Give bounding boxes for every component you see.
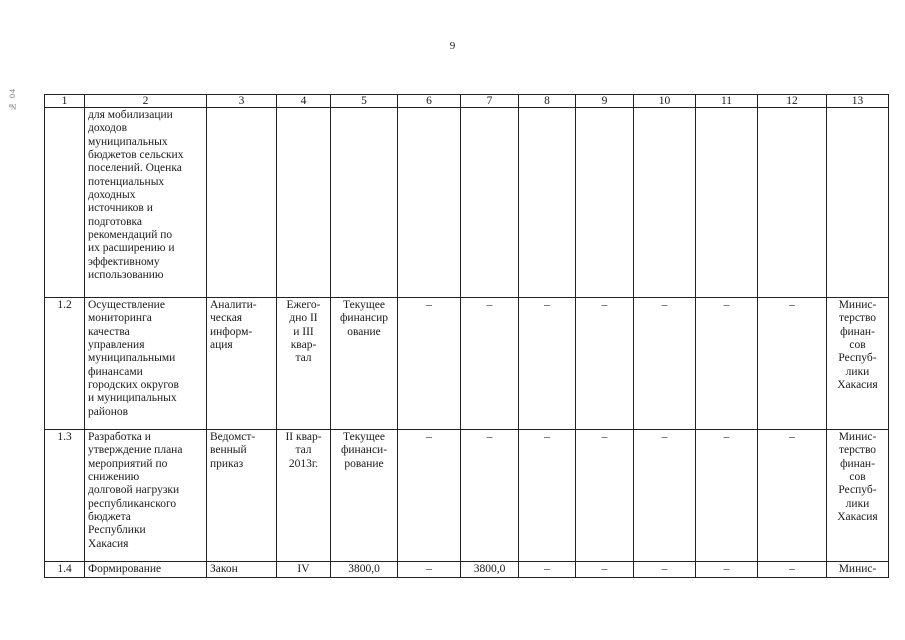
value-cell-8: –	[519, 298, 576, 430]
source-cell: Текущее финансир ование	[331, 298, 398, 430]
term-cell	[277, 108, 331, 298]
value-cell-8: –	[519, 562, 576, 578]
col-header-7: 7	[461, 95, 519, 108]
col-header-1: 1	[45, 95, 85, 108]
table-row	[45, 562, 889, 578]
value-cell-10: –	[634, 298, 696, 430]
measure-cell: Формирование	[85, 562, 207, 578]
col-header-9: 9	[576, 95, 634, 108]
executor-cell: Минис- терство финан- сов Респуб- лики Хакасия	[827, 298, 889, 430]
col-header-11: 11	[696, 95, 758, 108]
col-header-13: 13	[827, 95, 889, 108]
col-header-3: 3	[207, 95, 277, 108]
col-header-12: 12	[758, 95, 827, 108]
value-cell-10: –	[634, 562, 696, 578]
page-number: 9	[449, 40, 456, 52]
value-cell-6: –	[398, 298, 461, 430]
col-header-10: 10	[634, 95, 696, 108]
table-row	[45, 298, 889, 430]
value-cell-6: –	[398, 562, 461, 578]
value-cell-11: –	[696, 298, 758, 430]
measure-cell: для мобилизации доходов муниципальных бюджетов сельских поселений. Оценка потенциальных доходных источников и подготовка рекомендаций по их расширению и эффективному использованию	[85, 108, 207, 298]
col-header-2: 2	[85, 95, 207, 108]
row-number	[45, 108, 85, 298]
col-header-5: 5	[331, 95, 398, 108]
value-cell-7: 3800,0	[461, 562, 519, 578]
value-cell-11: –	[696, 562, 758, 578]
value-cell-9: –	[576, 562, 634, 578]
table-row	[45, 430, 889, 562]
value-cell-7: –	[461, 298, 519, 430]
source-cell: Текущее финанси- рование	[331, 430, 398, 562]
margin-stamp: № 04	[8, 88, 17, 111]
term-cell: Ежего- дно II и III квар- тал	[277, 298, 331, 430]
value-cell-12: –	[758, 430, 827, 562]
col-header-4: 4	[277, 95, 331, 108]
value-cell-11	[696, 108, 758, 298]
col-header-6: 6	[398, 95, 461, 108]
source-cell	[331, 108, 398, 298]
value-cell-12: –	[758, 562, 827, 578]
executor-cell: Минис- терство финан- сов Респуб- лики Хакасия	[827, 430, 889, 562]
term-cell: IV	[277, 562, 331, 578]
value-cell-6	[398, 108, 461, 298]
result-cell: Ведомст- венный приказ	[207, 430, 277, 562]
value-cell-10: –	[634, 430, 696, 562]
value-cell-7	[461, 108, 519, 298]
result-cell: Аналити- ческая информ- ация	[207, 298, 277, 430]
value-cell-10	[634, 108, 696, 298]
value-cell-12	[758, 108, 827, 298]
row-number: 1.2	[45, 298, 85, 430]
row-number: 1.3	[45, 430, 85, 562]
executor-cell	[827, 108, 889, 298]
program-table	[44, 94, 889, 578]
value-cell-12: –	[758, 298, 827, 430]
executor-cell: Минис-	[827, 562, 889, 578]
column-number-row	[45, 95, 889, 108]
measure-cell: Разработка и утверждение плана мероприятий по снижению долговой нагрузки республиканского бюджета Республики Хакасия	[85, 430, 207, 562]
source-cell: 3800,0	[331, 562, 398, 578]
value-cell-9	[576, 108, 634, 298]
term-cell: II квар- тал 2013г.	[277, 430, 331, 562]
table-row	[45, 108, 889, 298]
value-cell-11: –	[696, 430, 758, 562]
value-cell-8	[519, 108, 576, 298]
col-header-8: 8	[519, 95, 576, 108]
result-cell: Закон	[207, 562, 277, 578]
value-cell-7: –	[461, 430, 519, 562]
value-cell-9: –	[576, 430, 634, 562]
value-cell-9: –	[576, 298, 634, 430]
value-cell-8: –	[519, 430, 576, 562]
result-cell	[207, 108, 277, 298]
row-number: 1.4	[45, 562, 85, 578]
value-cell-6: –	[398, 430, 461, 562]
measure-cell: Осуществление мониторинга качества управления муниципальными финансами городских округов и муниципальных районов	[85, 298, 207, 430]
